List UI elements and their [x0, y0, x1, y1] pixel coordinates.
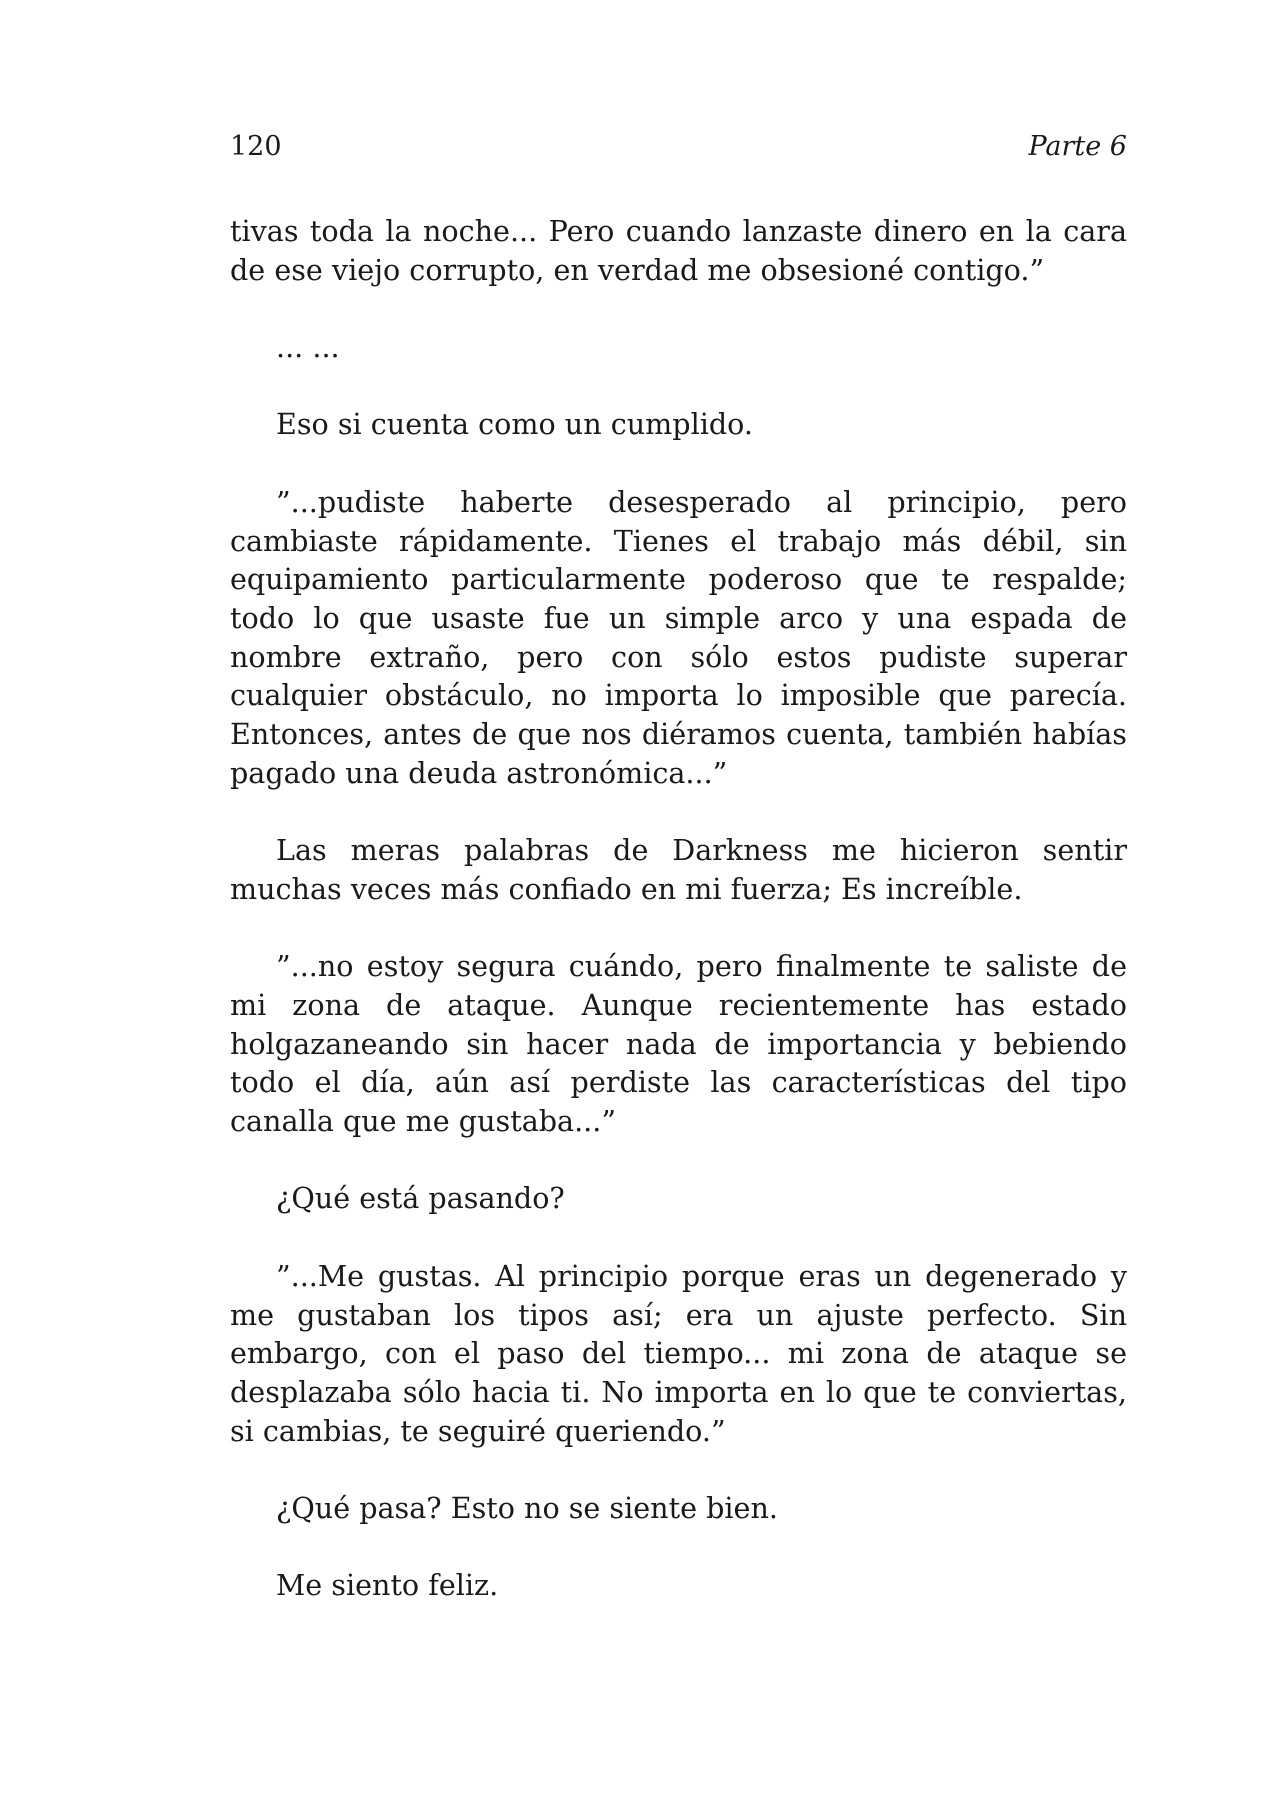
paragraph: Las meras palabras de Darkness me hicieron sentir muchas veces más confiado en mi fuerza; Es increíble. — [230, 833, 1127, 906]
paragraph: ¿Qué está pasando? — [276, 1181, 565, 1216]
running-head: Parte 6 — [1028, 131, 1127, 162]
paragraph: ¿Qué pasa? Esto no se siente bien. — [276, 1491, 778, 1526]
page-header — [230, 128, 1127, 166]
paragraph-dialogue: ”...pudiste haberte desesperado al principio, pero cambiaste rápidamente. Tienes el trabajo más débil, sin equipamiento particularmente poderoso que te respalde; todo lo que usaste fue un simple arco y una espada de nombre extraño, pero con sólo estos pudiste superar cualquier obstáculo, no importa lo imposible que parecía. Entonces, antes de que nos diéramos cuenta, también habías pagado una deuda astronómica...” — [230, 484, 1127, 790]
body-text — [230, 212, 1127, 1605]
paragraph: Me siento feliz. — [276, 1568, 499, 1603]
paragraph-continuation: tivas toda la noche... Pero cuando lanzaste dinero en la cara de ese viejo corrupto, en verdad me obsesioné contigo.” — [230, 214, 1127, 287]
paragraph-dialogue: ”...no estoy segura cuándo, pero finalmente te saliste de mi zona de ataque. Aunque recientemente has estado holgazaneando sin hacer nada de importancia y bebiendo todo el día, aún así perdiste las características del tipo canalla que me gustaba...” — [230, 949, 1127, 1139]
page-number: 120 — [230, 131, 282, 162]
paragraph-dialogue: ”...Me gustas. Al principio porque eras un degenerado y me gustaban los tipos así; era un ajuste perfecto. Sin embargo, con el paso del tiempo... mi zona de ataque se desplazaba sólo hacia ti. No importa en lo que te conviertas, si cambias, te seguiré queriendo.” — [230, 1258, 1127, 1448]
book-page — [230, 128, 1127, 1644]
paragraph: Eso si cuenta como un cumplido. — [276, 407, 753, 442]
paragraph-ellipsis: ... ... — [276, 330, 340, 365]
